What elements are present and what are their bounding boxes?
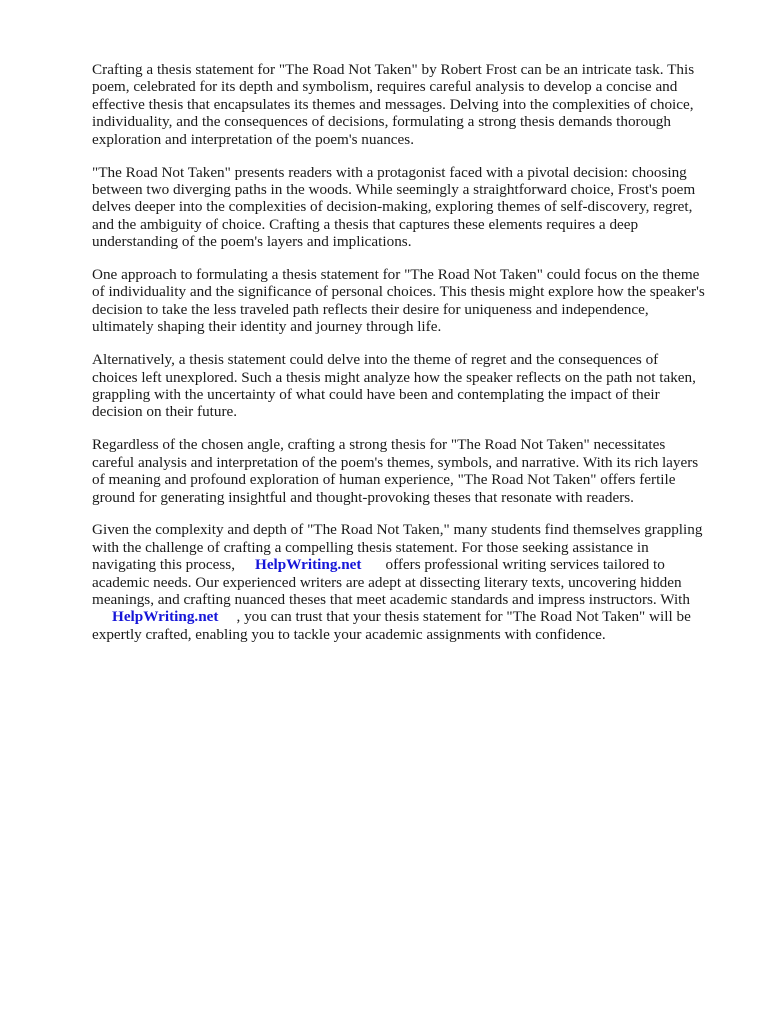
text-line: with the challenge of crafting a compelling thesis statement. For those seeking assistance in	[92, 538, 649, 556]
text-line: decision on their future.	[92, 403, 238, 421]
text-line: Alternatively, a thesis statement could delve into the theme of regret and the consequences of	[92, 351, 659, 369]
text-line: Given the complexity and depth of "The Road Not Taken," many students find themselves grappling	[92, 521, 703, 539]
paragraph-protagonist	[92, 164, 722, 251]
text-line: "The Road Not Taken" presents readers with a protagonist faced with a pivotal decision: choosing	[92, 163, 687, 181]
text-line: meanings, and crafting nuanced theses that meet academic standards and impress instructors. With	[92, 591, 690, 609]
text-segment: offers professional writing services tailored to	[385, 556, 665, 574]
text-line: Crafting a thesis statement for "The Road Not Taken" by Robert Frost can be an intricate task. This	[92, 61, 695, 78]
text-line: of meaning and profound exploration of human experience, "The Road Not Taken" offers fertile	[92, 471, 676, 489]
text-line: effective thesis that encapsulates its themes and messages. Delving into the complexities of choice,	[92, 95, 694, 113]
text-line: between two diverging paths in the woods. While seemingly a straightforward choice, Frost's poem	[92, 180, 696, 198]
text-line: careful analysis and interpretation of the poem's themes, symbols, and narrative. With its rich layers	[92, 453, 699, 471]
text-line: exploration and interpretation of the poem's nuances.	[92, 130, 414, 148]
text-line: choices left unexplored. Such a thesis might analyze how the speaker reflects on the path not taken,	[92, 368, 696, 386]
text-line: One approach to formulating a thesis statement for "The Road Not Taken" could focus on the theme	[92, 266, 700, 284]
text-line-with-link	[92, 556, 722, 573]
text-line: grappling with the uncertainty of what could have been and contemplating the impact of their	[92, 386, 660, 403]
text-line: ultimately shaping their identity and journey through life.	[92, 318, 442, 336]
text-line: decision to take the less traveled path reflects their desire for uniqueness and independence,	[92, 300, 649, 318]
paragraph-intro	[92, 61, 722, 148]
helpwriting-link[interactable]: HelpWriting.net	[255, 556, 362, 574]
text-segment: , you can trust that your thesis statement for "The Road Not Taken" will be	[236, 608, 691, 626]
text-line: delves deeper into the complexities of decision-making, exploring themes of self-discovery, regret,	[92, 198, 693, 216]
paragraph-regret	[92, 351, 722, 421]
text-line: Regardless of the chosen angle, crafting a strong thesis for "The Road Not Taken" necessitates	[92, 436, 666, 454]
paragraph-conclusion	[92, 436, 722, 506]
helpwriting-link[interactable]: HelpWriting.net	[112, 608, 219, 626]
paragraph-individuality	[92, 266, 722, 336]
paragraph-promo	[92, 521, 722, 643]
text-line: and the ambiguity of choice. Crafting a thesis that captures these elements requires a deep	[92, 215, 639, 233]
text-line: poem, celebrated for its depth and symbolism, requires careful analysis to develop a concise and	[92, 78, 678, 96]
text-line: understanding of the poem's layers and implications.	[92, 233, 412, 251]
text-line: expertly crafted, enabling you to tackle your academic assignments with confidence.	[92, 625, 606, 643]
text-line: ground for generating insightful and thought-provoking theses that resonate with readers.	[92, 488, 634, 506]
text-line: individuality, and the consequences of decisions, formulating a strong thesis demands thorough	[92, 113, 671, 131]
text-line: academic needs. Our experienced writers are adept at dissecting literary texts, uncovering hidden	[92, 573, 682, 591]
text-line-with-link	[92, 608, 722, 625]
document-body	[92, 61, 722, 659]
text-segment: navigating this process,	[92, 556, 235, 574]
text-line: of individuality and the significance of personal choices. This thesis might explore how the speaker's	[92, 283, 705, 301]
